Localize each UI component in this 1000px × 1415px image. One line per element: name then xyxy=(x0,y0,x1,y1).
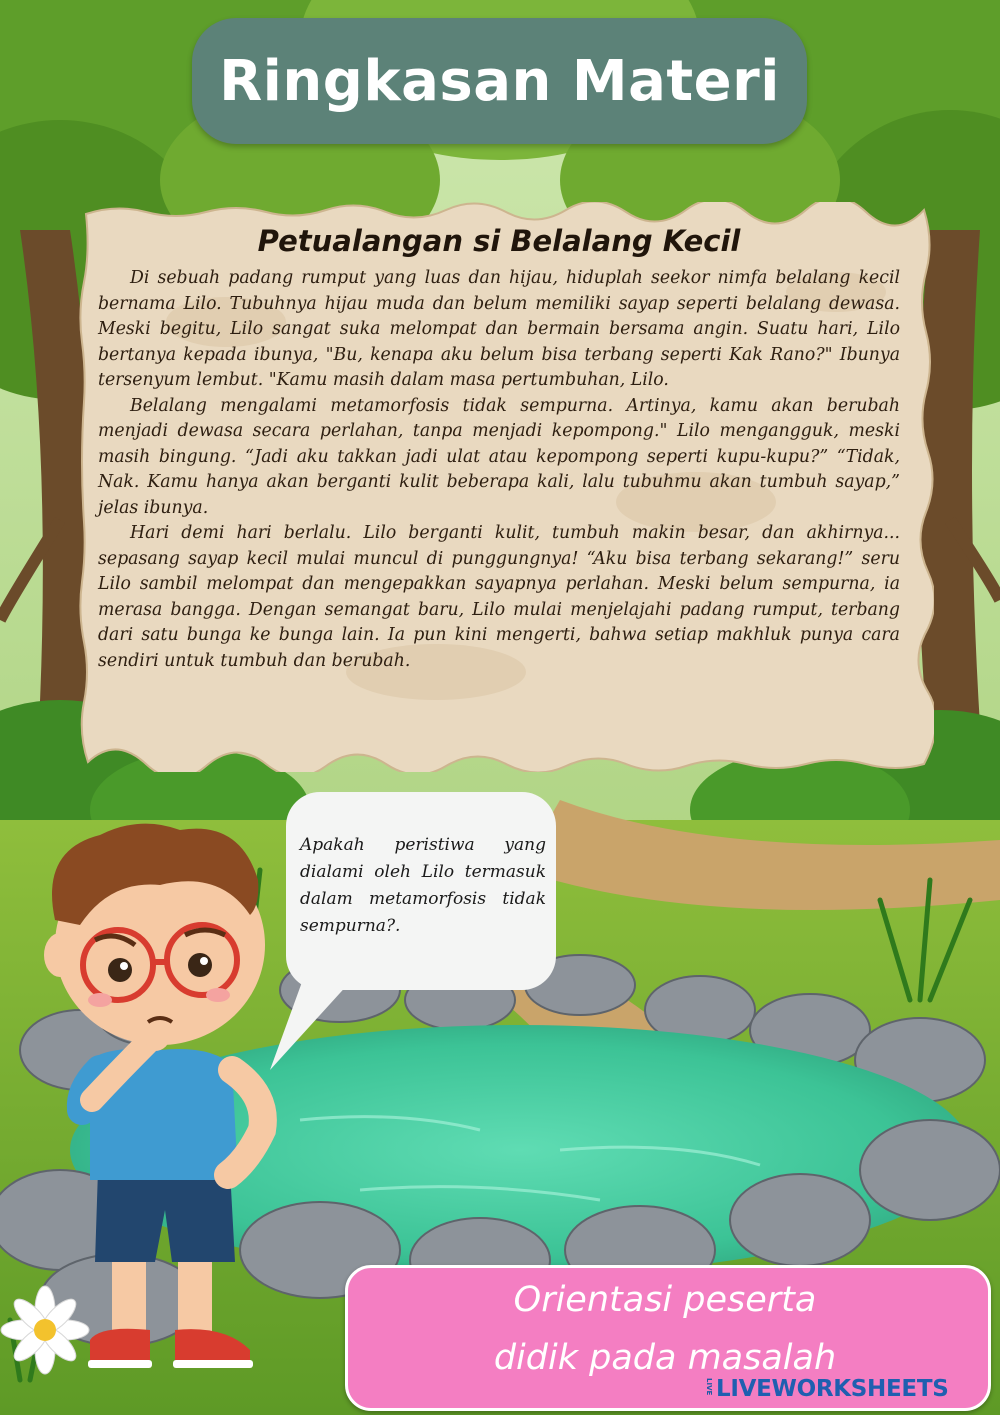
story-section xyxy=(98,224,900,674)
story-paragraph: Belalang mengalami metamorfosis tidak sempurna. Artinya, kamu akan berubah menjadi dewasa secara perlahan, tanpa menjadi kepompong." Lilo mengangguk, meski masih bingung. “Jadi aku takkan jadi ulat atau kepompong seperti kupu-kupu?” “Tidak, Nak. Kamu hanya akan berganti kulit beberapa kali, lalu tubuhmu akan tumbuh sayap,” jelas ibunya. xyxy=(98,395,900,518)
story-paragraph: Di sebuah padang rumput yang luas dan hijau, hiduplah seekor nimfa belalang kecil bernama Lilo. Tubuhnya hijau muda dan belum memiliki sayap seperti belalang dewasa. Meski begitu, Lilo sangat suka melompat dan bermain bersama angin. Suatu hari, Lilo bertanya kepada ibunya, "Bu, kenapa aku belum bisa terbang seperti Kak Rano?" Ibunya tersenyum lembut. "Kamu masih dalam masa pertumbuhan, Lilo. xyxy=(98,268,900,390)
watermark-text: LIVEWORKSHEETS xyxy=(716,1376,949,1402)
speech-bubble-tail xyxy=(260,960,380,1080)
stage-banner-line-2: didik pada masalah xyxy=(493,1338,837,1378)
liveworksheets-watermark xyxy=(692,1376,948,1402)
title-banner xyxy=(192,18,807,144)
liveworksheets-logo-icon: LIVE xyxy=(705,1378,713,1396)
story-paragraph: Hari demi hari berlalu. Lilo berganti kulit, tumbuh makin besar, dan akhirnya... sepasang sayap kecil mulai muncul di punggungnya! “Aku bisa terbang sekarang!” seru Lilo sambil melompat dan mengepakkan sayapnya perlahan. Meski belum sempurna, ia merasa bangga. Dengan semangat baru, Lilo mulai menjelajahi padang rumput, terbang dari satu bunga ke bunga lain. Ia pun kini mengerti, bahwa setiap makhluk punya cara sendiri untuk tumbuh dan berubah. xyxy=(98,523,900,671)
stage-banner-line-1: Orientasi peserta xyxy=(513,1280,817,1320)
page-title: Ringkasan Materi xyxy=(219,48,780,114)
story-heading: Petualangan si Belalang Kecil xyxy=(257,224,741,258)
speech-bubble-question: Apakah peristiwa yang dialami oleh Lilo termasuk dalam metamorfosis tidak sempurna?. xyxy=(300,835,546,936)
